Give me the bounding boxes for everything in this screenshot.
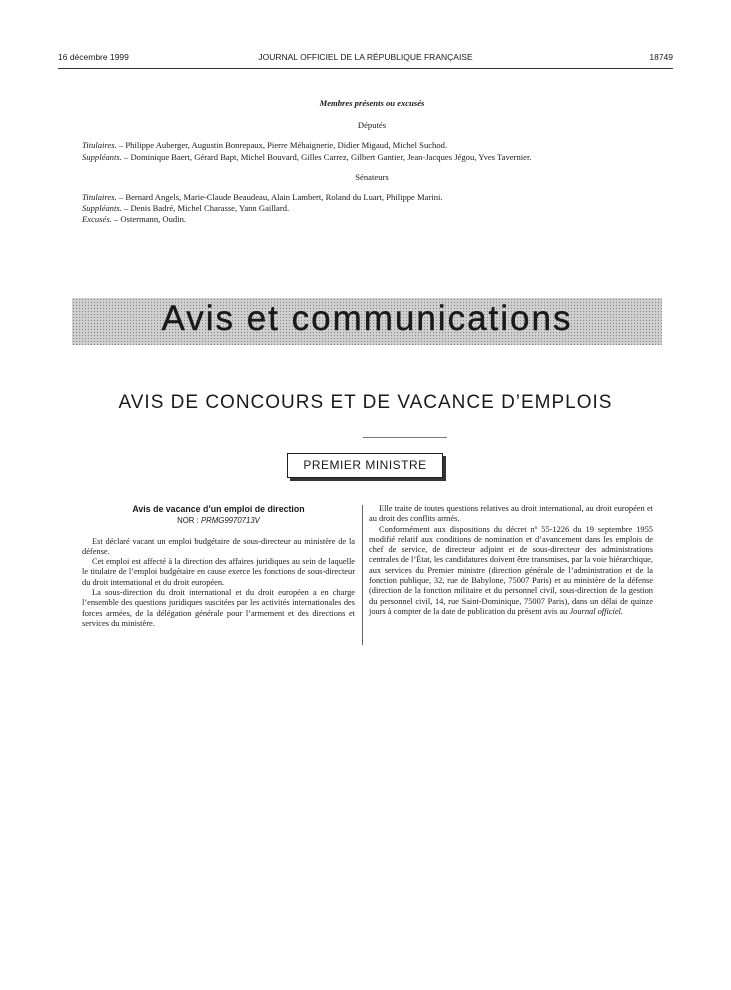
excuses-names: – Ostermann, Oudin. [111,214,187,225]
senateurs-titulaires [82,192,662,203]
suppleants-label: Suppléants. [82,203,122,214]
suppleants-names: – Denis Badré, Michel Charasse, Yann Gaillard. [121,203,290,214]
banner-title: Avis et communications [161,299,573,338]
titulaires-label: Titulaires. [82,192,117,203]
titulaires-names: – Philippe Auberger, Augustin Bonrepaux, Pierre Méhaignerie, Didier Migaud, Michel Suchod. [116,140,448,151]
section-title: AVIS DE CONCOURS ET DE VACANCE D’EMPLOIS [118,392,613,413]
senateurs-suppleants [82,203,662,214]
left-paragraph: Est déclaré vacant un emploi budgétaire de sous-directeur au ministère de la défense. [82,536,355,556]
article-left-column [82,504,355,629]
deputes-title: Députés [357,120,387,131]
deputes-titulaires [82,140,662,151]
nor-label: NOR : [177,516,201,526]
header-rule [58,68,673,69]
right-paragraph [369,525,653,618]
members-heading: Membres présents ou excusés [319,98,425,108]
members-section [82,98,662,226]
page-header [58,52,673,68]
section-banner [72,298,662,345]
suppleants-names: – Dominique Baert, Gérard Bapt, Michel Bouvard, Gilles Carrez, Gilbert Gantier, Jean-Jacques Jégou, Yves Tavernier. [121,151,532,162]
nor-reference [82,516,355,526]
left-paragraph: La sous-direction du droit international et du droit européen a en charge l’ensemble des questions juridiques suscitées par les activités internationales des forces armées, de la délégation générale pour l’armement et des directions et services du ministère. [82,588,355,628]
article-right-column [369,504,653,617]
deputes-suppleants [82,152,662,163]
header-journal-title: JOURNAL OFFICIEL DE LA RÉPUBLIQUE FRANÇAISE [258,52,473,62]
senateurs-title: Sénateurs [355,171,389,182]
header-page-number: 18749 [649,52,673,62]
titulaires-names: – Bernard Angels, Marie-Claude Beaudeau, Alain Lambert, Roland du Luart, Philippe Marini. [116,192,443,203]
journal-officiel-mention: Journal officiel. [569,606,623,616]
titulaires-label: Titulaires. [82,140,117,151]
right-paragraph-text: Conformément aux dispositions du décret nº 55-1226 du 19 septembre 1955 modifié relatif aux conditions de nomination et d’avancement dans les emplois de chef de service, de directeur adjoint et de sous-directeur des administrations centrales de l’État, les candidatures doivent être transmises, par la voie hiérarchique, aux services du Premier ministre (direction générale de l’administration et de la fonction publique, 32, rue de Babylone, 75007 Paris) et au ministère de la défense (direction de la fonction militaire et du personnel civil, sous-direction de la gestion du personnel civil, 14, rue Saint-Dominique, 75007 Paris), dans un délai de quinze jours à compter de la date de publication du présent avis au [369,524,653,616]
ornament-rule-top [363,437,447,438]
suppleants-label: Suppléants. [82,151,122,162]
header-date: 16 décembre 1999 [58,52,129,62]
right-paragraph: Elle traite de toutes questions relatives au droit international, au droit européen et au droit des conflits armés. [369,504,653,524]
article-title: Avis de vacance d’un emploi de direction [132,504,305,514]
ministry-box: PREMIER MINISTRE [287,453,443,478]
left-paragraph: Cet emploi est affecté à la direction des affaires juridiques au sein de laquelle le titulaire de l’emploi budgétaire en cause exerce les fonctions de sous-directeur du droit international et du droit européen. [82,557,355,587]
excuses-label: Excusés. [82,214,112,225]
senateurs-excuses [82,214,662,225]
column-divider [362,505,363,645]
nor-code: PRMG9970713V [200,516,260,526]
